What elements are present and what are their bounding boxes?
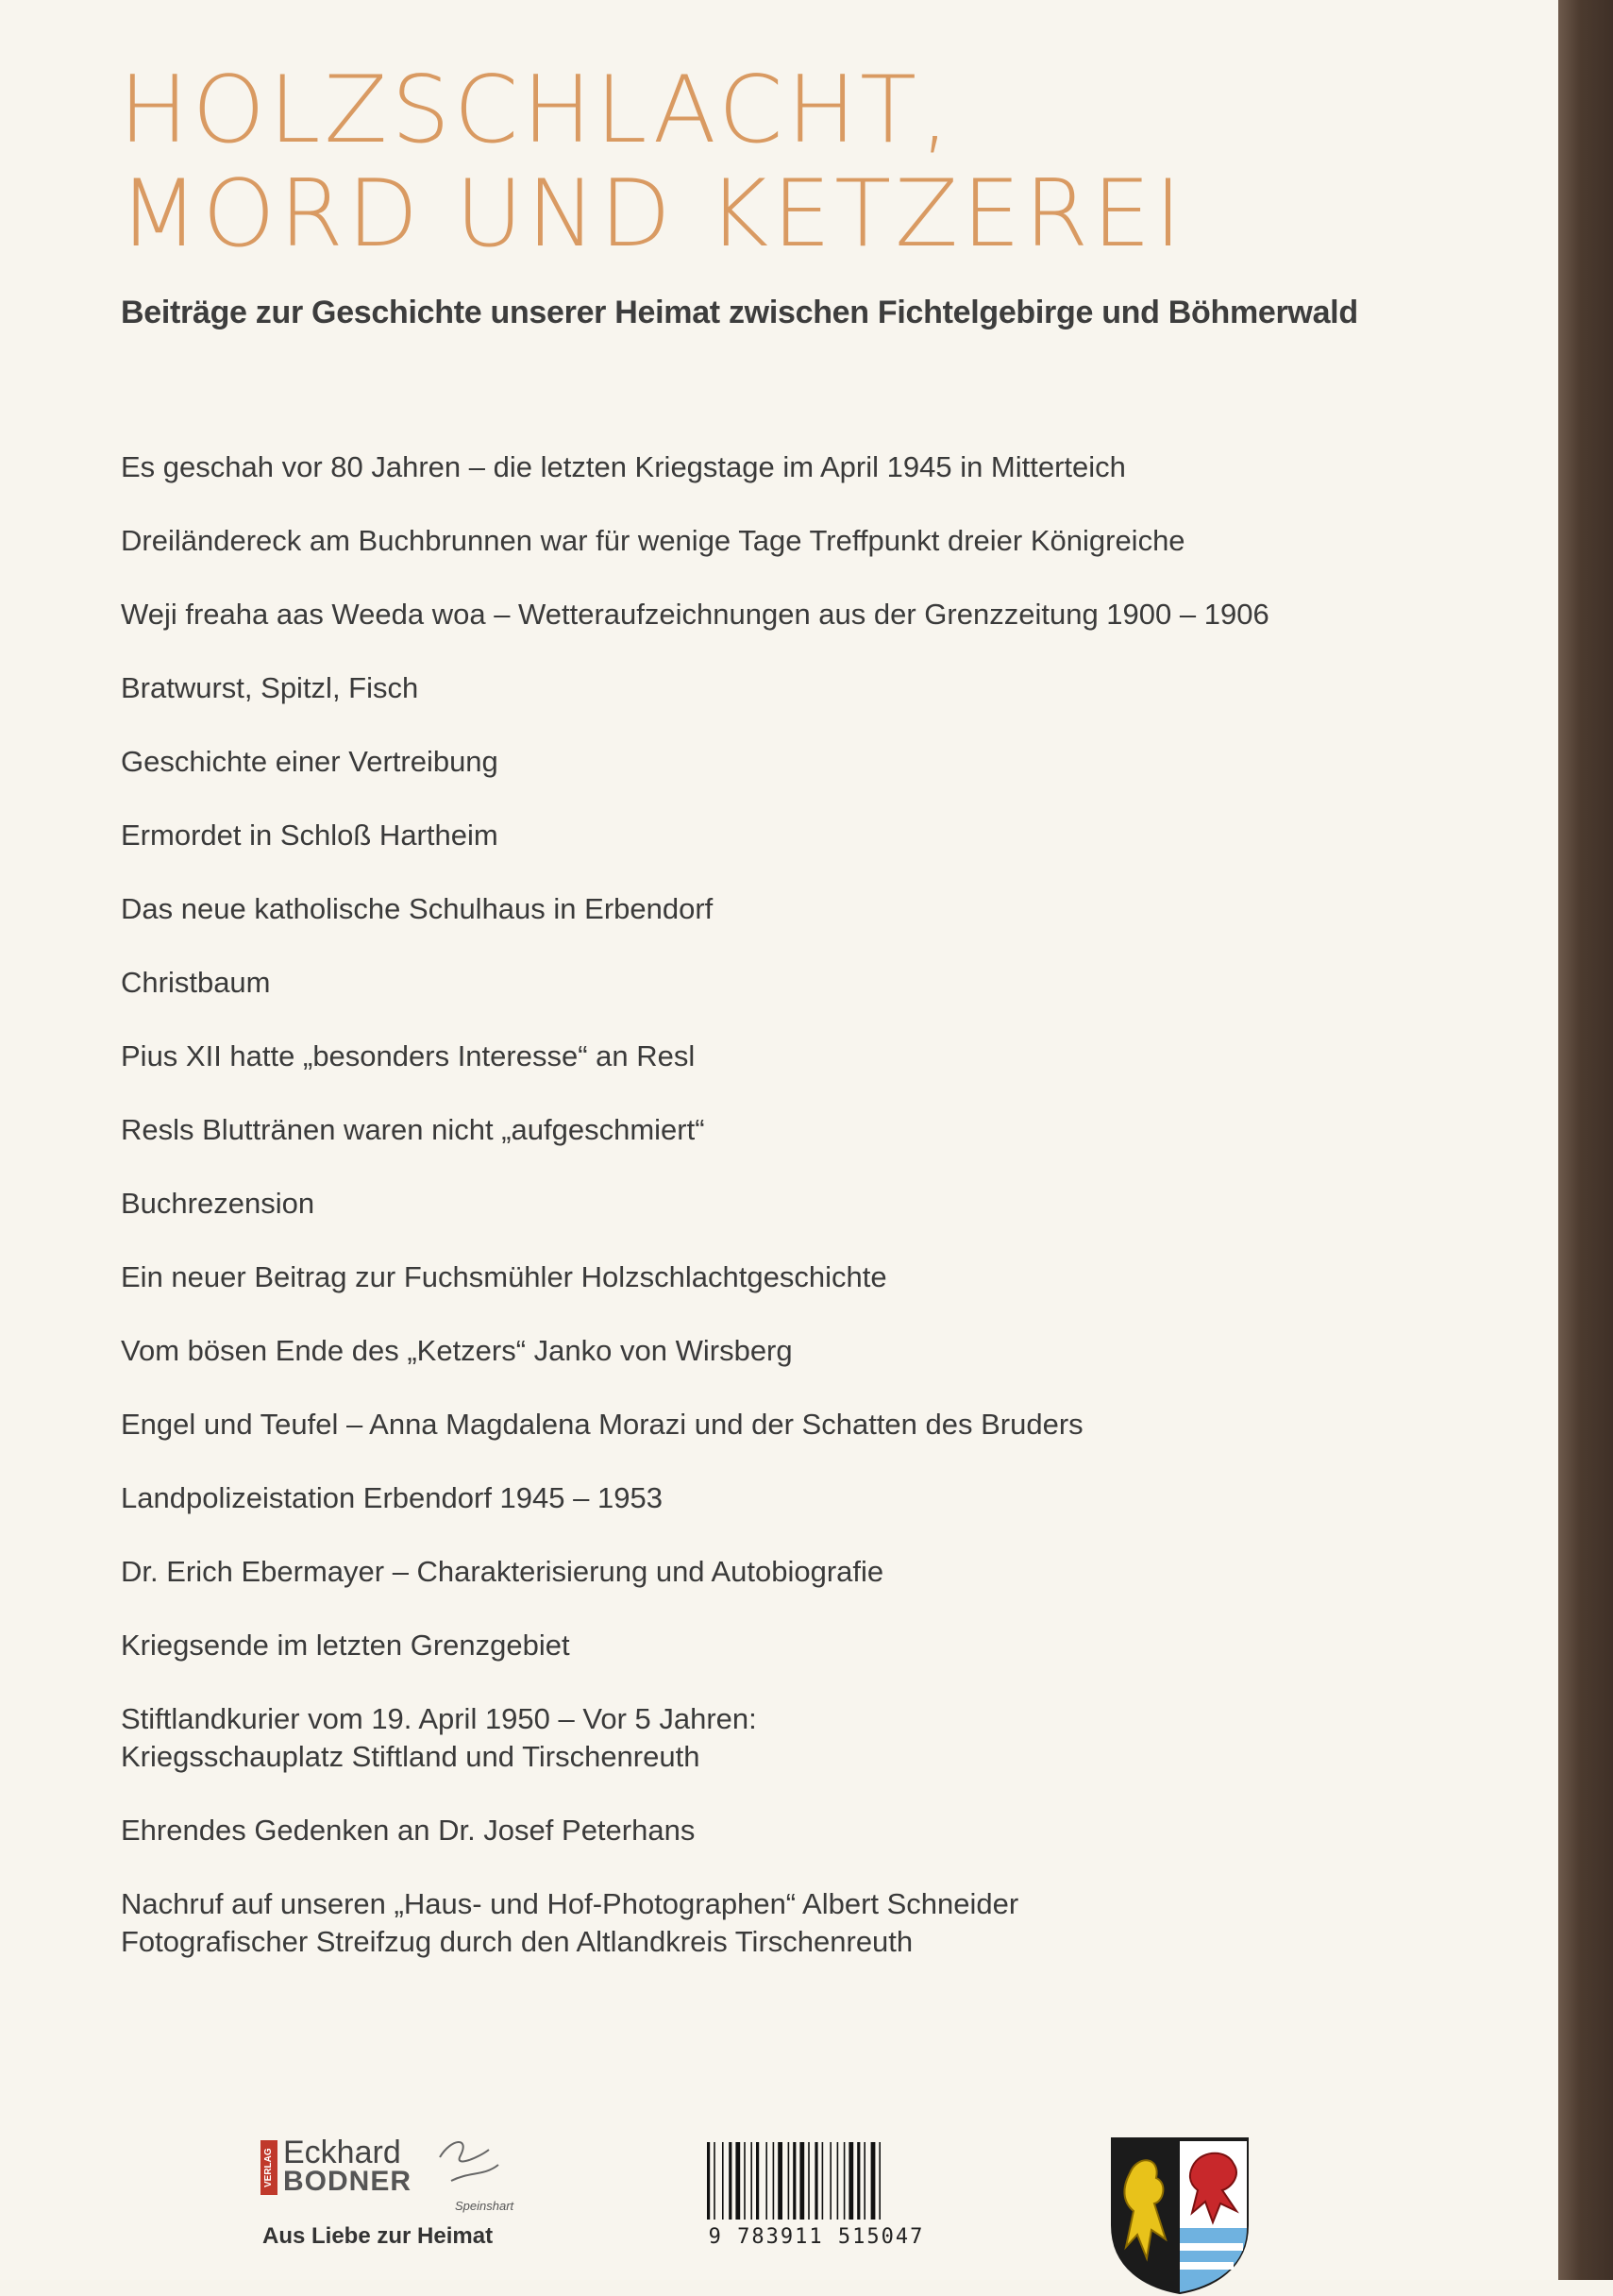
toc-item	[121, 1885, 1348, 1961]
toc-item-line1: Weji freaha aas Weeda woa – Wetteraufzeichnungen aus der Grenzzeitung 1900 – 1906	[121, 598, 1269, 631]
barcode-bar	[778, 2142, 782, 2220]
barcode-bar	[822, 2142, 824, 2220]
toc-item	[121, 1038, 1348, 1075]
toc-item-line1: Pius XII hatte „besonders Interesse“ an Resl	[121, 1039, 696, 1072]
barcode-icon	[694, 2138, 939, 2223]
toc-item-line1: Christbaum	[121, 966, 271, 999]
toc-item-line1: Stiftlandkurier vom 19. April 1950 – Vor 5 Jahren:	[121, 1702, 757, 1735]
toc-item	[121, 817, 1348, 854]
toc-item-line2: Fotografischer Streifzug durch den Altlandkreis Tirschenreuth	[121, 1925, 914, 1958]
toc-item	[121, 1627, 1348, 1664]
barcode-bar	[879, 2142, 881, 2220]
coat-of-arms-icon	[1109, 2136, 1251, 2296]
toc-item	[121, 669, 1348, 707]
table-of-contents	[121, 448, 1348, 1997]
toc-item-line1: Dr. Erich Ebermayer – Charakterisierung und Autobiografie	[121, 1555, 884, 1588]
barcode-bar	[857, 2142, 860, 2220]
barcode-bar	[788, 2142, 790, 2220]
publisher-place: Speinshart	[455, 2199, 514, 2213]
toc-item	[121, 1185, 1348, 1223]
toc-item	[121, 1700, 1348, 1776]
barcode-bar	[808, 2142, 810, 2220]
toc-item-line1: Vom bösen Ende des „Ketzers“ Janko von Wirsberg	[121, 1334, 793, 1367]
book-subtitle: Beiträge zur Geschichte unserer Heimat zwischen Fichtelgebirge und Böhmerwald	[121, 295, 1358, 330]
barcode-bar	[871, 2142, 876, 2220]
barcode-bar	[793, 2142, 796, 2220]
barcode-bar	[729, 2142, 731, 2220]
toc-item-line1: Nachruf auf unseren „Haus- und Hof-Photographen“ Albert Schneider	[121, 1887, 1019, 1920]
toc-item-line1: Kriegsende im letzten Grenzgebiet	[121, 1629, 570, 1662]
barcode-bar	[735, 2142, 740, 2220]
barcode-bar	[722, 2142, 724, 2220]
toc-item-line1: Landpolizeistation Erbendorf 1945 – 1953	[121, 1481, 663, 1514]
toc-item-line2: Kriegsschauplatz Stiftland und Tirschenreuth	[121, 1740, 700, 1773]
barcode-bar	[830, 2142, 832, 2220]
barcode-bar	[837, 2142, 839, 2220]
toc-item	[121, 1406, 1348, 1443]
book-title-line1: HOLZSCHLACHT,	[119, 57, 954, 164]
toc-item	[121, 1111, 1348, 1149]
toc-item	[121, 890, 1348, 928]
isbn-number: 9 783911 515047	[708, 2225, 925, 2249]
toc-item-line1: Es geschah vor 80 Jahren – die letzten Kriegstage im April 1945 in Mitterteich	[121, 450, 1126, 483]
barcode-bar	[815, 2142, 817, 2220]
toc-item-line1: Das neue katholische Schulhaus in Erbendorf	[121, 892, 714, 925]
toc-item-line1: Ein neuer Beitrag zur Fuchsmühler Holzschlachtgeschichte	[121, 1260, 887, 1293]
toc-item	[121, 1332, 1348, 1370]
publisher-badge: VERLAG	[260, 2140, 277, 2195]
publisher-slogan: Aus Liebe zur Heimat	[262, 2223, 494, 2249]
toc-item	[121, 1258, 1348, 1296]
toc-item	[121, 1812, 1348, 1849]
publisher-logo	[244, 2129, 546, 2252]
toc-item-line1: Ermordet in Schloß Hartheim	[121, 819, 498, 852]
barcode-bar	[714, 2142, 715, 2220]
barcode-bar	[849, 2142, 853, 2220]
barcode-bar	[799, 2142, 804, 2220]
publisher-swoosh-icon	[432, 2129, 508, 2204]
toc-item	[121, 448, 1348, 486]
publisher-name-first: Eckhard	[283, 2135, 401, 2170]
toc-item	[121, 522, 1348, 560]
barcode-bar	[765, 2142, 767, 2220]
barcode-bar	[756, 2142, 759, 2220]
toc-item	[121, 964, 1348, 1002]
barcode-bar	[744, 2142, 746, 2220]
publisher-name-last: BODNER	[283, 2166, 412, 2197]
toc-item	[121, 1553, 1348, 1591]
toc-item-line1: Ehrendes Gedenken an Dr. Josef Peterhans	[121, 1814, 696, 1847]
toc-item	[121, 743, 1348, 781]
book-title-line2: MORD UND KETZEREI	[119, 160, 1186, 268]
barcode-bar	[773, 2142, 775, 2220]
toc-item-line1: Resls Bluttränen waren nicht „aufgeschmiert“	[121, 1113, 705, 1146]
toc-item-line1: Buchrezension	[121, 1187, 315, 1220]
toc-item	[121, 596, 1348, 633]
toc-item-line1: Engel und Teufel – Anna Magdalena Morazi und der Schatten des Bruders	[121, 1408, 1084, 1441]
toc-item	[121, 1479, 1348, 1517]
barcode-bar	[707, 2142, 710, 2220]
isbn-barcode	[694, 2138, 939, 2252]
barcode-bar	[750, 2142, 752, 2220]
toc-item-line1: Bratwurst, Spitzl, Fisch	[121, 671, 419, 704]
book-spine	[1558, 0, 1613, 2280]
book-title	[119, 59, 1185, 266]
toc-item-line1: Dreiländereck am Buchbrunnen war für wenige Tage Treffpunkt dreier Königreiche	[121, 524, 1185, 557]
barcode-bar	[864, 2142, 865, 2220]
toc-item-line1: Geschichte einer Vertreibung	[121, 745, 498, 778]
barcode-bar	[844, 2142, 846, 2220]
